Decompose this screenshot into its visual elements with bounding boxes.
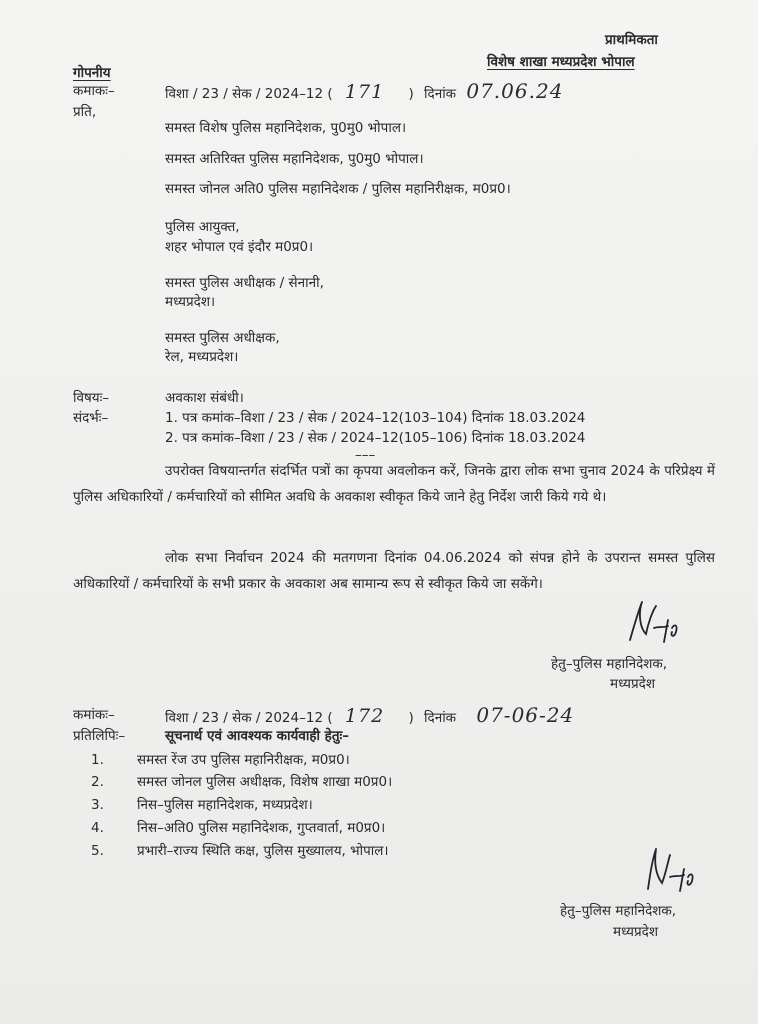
recipient-line: मध्यप्रदेश। [165,294,216,310]
signature-designation: हेतु–पुलिस महानिदेशक, [560,903,677,919]
copy-item-number: 2. [91,774,104,790]
recipient-line: समस्त विशेष पुलिस महानिदेशक, पु0मु0 भोपाल। [165,120,407,136]
recipient-line: समस्त पुलिस अधीक्षक / सेनानी, [165,275,324,291]
memo-date-handwritten: 07.06.24 [466,79,564,103]
copy-item-number: 4. [91,820,104,836]
memo-number-label: कमाकः– [73,83,115,99]
confidential-label: गोपनीय [73,65,111,81]
body-paragraph: लोक सभा निर्वाचन 2024 की मतगणना दिनांक 04.06.2024 को संपन्न होने के उपरान्त समस्त पुलिस अधिकारियों / कर्मचारियों के सभी प्रकार के अवकाश अब सामान्य रूप से स्वीकृत किये जा सकेंगे। [73,550,715,592]
copy-item: समस्त जोनल पुलिस अधीक्षक, विशेष शाखा म0प्र0। [137,774,393,790]
copy-item: निस–पुलिस महानिदेशक, मध्यप्रदेश। [137,797,313,813]
reference-line: 2. पत्र कमांक–विशा / 23 / सेक / 2024–12(105–106) दिनांक 18.03.2024 [165,430,586,446]
signature-state: मध्यप्रदेश [613,924,659,940]
recipient-line: शहर भोपाल एवं इंदौर म0प्र0। [165,239,314,255]
recipient-line: समस्त पुलिस अधीक्षक, [165,330,280,346]
subject-text: अवकाश संबंधी। [165,390,244,406]
subject-label: विषयः– [73,390,110,406]
divider: ––– [355,447,376,463]
copy-item: प्रभारी–राज्य स्थिति कक्ष, पुलिस मुख्यालय, भोपाल। [137,843,389,859]
copy-date-handwritten: 07-06-24 [476,703,575,727]
copy-label: प्रतिलिपिः– [73,728,126,744]
signature-state: मध्यप्रदेश [610,676,656,692]
signature-mark [624,598,684,652]
signature-designation: हेतु–पुलिस महानिदेशक, [551,656,668,672]
copy-item-number: 5. [91,843,104,859]
office-heading: विशेष शाखा मध्यप्रदेश भोपाल [487,54,635,70]
copy-number: विशा / 23 / सेक / 2024–12 ( 172 ) दिनांक 07-06-24 [165,703,575,727]
recipient-line: समस्त अतिरिक्त पुलिस महानिदेशक, पु0मु0 भोपाल। [165,151,424,167]
signature-mark [640,845,700,901]
recipient-line: समस्त जोनल अति0 पुलिस महानिदेशक / पुलिस महानिरीक्षक, म0प्र0। [165,181,511,197]
copy-item-number: 1. [91,752,104,768]
memo-number: विशा / 23 / सेक / 2024–12 ( 171 ) दिनांक 07.06.24 [165,79,564,103]
memo-number-handwritten: 171 [344,81,385,103]
recipient-line: रेल, मध्यप्रदेश। [165,349,239,365]
recipient-line: पुलिस आयुक्त, [165,219,240,235]
reference-line: 1. पत्र कमांक–विशा / 23 / सेक / 2024–12(103–104) दिनांक 18.03.2024 [165,410,586,426]
copy-number-handwritten: 172 [344,705,385,727]
body-paragraph: उपरोक्त विषयान्तर्गत संदर्भित पत्रों का कृपया अवलोकन करें, जिनके द्वारा लोक सभा चुनाव 2024 के परिप्रेक्ष्य में पुलिस अधिकारियों / कर्मचारियों को सीमित अवधि के अवकाश स्वीकृत किये जाने हेतु निर्देश जारी किये गये थे। [73,463,715,505]
copy-number-label: कमांकः– [73,707,115,723]
copy-item-number: 3. [91,797,104,813]
reference-label: संदर्भः– [73,410,109,426]
copy-heading: सूचनार्थ एवं आवश्यक कार्यवाही हेतुः– [165,728,350,744]
copy-item: निस–अति0 पुलिस महानिदेशक, गुप्तवार्ता, म0प्र0। [137,820,386,836]
priority-label: प्राथमिकता [605,32,658,48]
copy-item: समस्त रेंज उप पुलिस महानिरीक्षक, म0प्र0। [137,752,350,768]
to-label: प्रति, [73,104,97,120]
